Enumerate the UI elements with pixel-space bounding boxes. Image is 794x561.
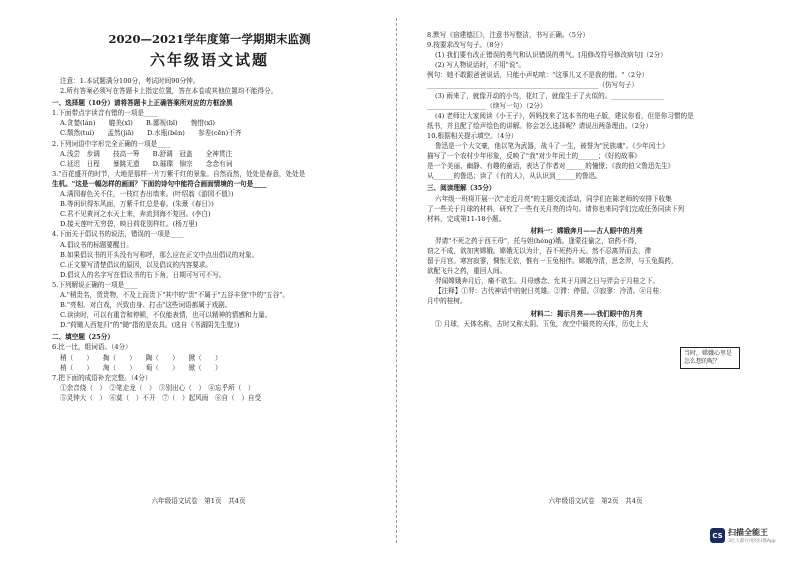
text-line: 2.所有答案必须写在答题卡上指定位置，答在本卷或其他位置均不能得分。 <box>60 87 278 96</box>
text-line: 5.下列解说正确的一项是____ <box>52 280 138 289</box>
text-line: 窃之不成，欲加害嫦娥。嫦娥无以为计，吞不死药升天。然不忍离羿而去，滞 <box>427 246 652 255</box>
text-line: 鲁迅是一个大文豪，他以笔为武器，战斗了一生，被誉为"民族魂"。《少年闰土》 <box>435 142 669 151</box>
text-line: 1.下面带点字读音有错的一项是____ <box>52 109 158 118</box>
scanner-app-tagline: 3亿人都在用的扫描App <box>728 539 776 544</box>
page-1-footer: 六年级语文试卷 第1页 共4页 <box>151 497 246 505</box>
text-line: B.如果倡议书的开头没有写称呼，那么应在正文中点出倡议的对象。 <box>60 250 259 259</box>
text-line: 生机。"这是一幅怎样的画面？下面的诗句中能符合画面情境的一句是____ <box>52 179 267 188</box>
text-line: 三、阅读理解（35分） <box>427 184 496 193</box>
text-line: ____________________________________________________（仿写句子） <box>427 81 638 90</box>
text-line: A.贪婪(lán) 媲美(xī) B.鄙视(bǐ) 惋惜(xī) <box>60 119 215 128</box>
text-line: A.浅尝 步调 技高一筹 B.舒调 冠盖 全神贯注 <box>60 149 233 158</box>
text-line: ①余音绕（ ） ②笔走龙（ ） ③别出心（ ） ④忘乎所（ ） <box>60 383 255 392</box>
text-line: 月中的桂树。 <box>427 297 467 306</box>
text-line: 留于月宫。寒宫寂寥，惆怅无依，惟有一玉兔相伴。嫦娥冷清，思念羿，与玉兔捣药， <box>427 257 678 266</box>
text-line: 一、选择题（10分）请将答题卡上正确答案所对应的方框涂黑 <box>52 99 233 108</box>
text-line: 4.下面关于倡议书的说法，错误的一项是____ <box>52 230 184 239</box>
text-line: ① 月球，天体名称，古时又称太阴、玉兔，夜空中最亮的天体，历史上大 <box>435 319 649 328</box>
text-line: 注意：1.本试题满分100分，考试时间90分钟。 <box>60 77 200 85</box>
text-line: D."荷锄人西复归"的"锄"指的是农具。(选自《书湖阴先生壁》) <box>60 321 240 330</box>
text-line: __________________（续写一句）（2分） <box>427 101 547 110</box>
text-line: (2) 写人物说话时，不用"说"。 <box>435 61 526 70</box>
exam-page-2 <box>397 0 794 561</box>
text-line: B.等闲识得东风面，万紫千红总是春。(朱熹《春日》) <box>60 200 214 209</box>
text-line: C.正文要写清楚倡议的原因，以及倡议的内容要求。 <box>60 260 212 269</box>
text-line: 8.默写《宿建德江》，注意书写整洁，书写正确。（5分） <box>427 31 590 39</box>
text-line: D.接天莲叶无穷碧，映日荷花别样红。(杨万里) <box>60 220 198 229</box>
text-line: 材料二：揭示月亮——我们眼中的月亮 <box>530 309 643 318</box>
text-line: B."亮相、对白戏，兴致由身、打击"这些词语都属于戏剧。 <box>60 301 232 310</box>
text-line: 梢（ ） 淘（ ） 萄（ ） 锨（ ） <box>60 363 222 372</box>
text-line: ⑤灵钟大（ ） ⑥莫（ ）不开 ⑦（ ）起风雨 ⑧自（ ）自受 <box>60 393 262 402</box>
text-line: C.读读时，可以有重音和停顿，不仅能表情，也可以精神的情感和力量。 <box>60 311 272 320</box>
text-line: A."稍贵名，货贵物，不及上而贵下"其中的"贵"不属于"五谷丰登"中的"五谷"。 <box>60 290 289 299</box>
text-line: 6.比一比，组词语。（4分） <box>52 343 132 352</box>
text-line: A.倡议书的标题要醒目。 <box>60 240 133 249</box>
exam-title: 2020—2021学年度第一学期期末监测 <box>108 32 311 46</box>
text-line: C.颓然(tuí) 孟然(jiā) D.水瓶(běn) 参差(cēn)不齐 <box>60 129 242 138</box>
text-line: 欲配飞升之药，重回人间。 <box>427 267 507 276</box>
text-line: 9.按要求改写句子。（8分） <box>427 41 507 50</box>
text-line: 材料一：嫦娥奔月——古人眼中的月亮 <box>530 226 643 235</box>
scanner-watermark <box>710 527 776 544</box>
text-line: 羿请"不死之药于西王母"，托与妲(héng)娥。逢蒙往偷之，窃药不得， <box>435 236 641 245</box>
text-line: 10.根据相关提示填空。（4分） <box>427 131 518 140</box>
camscanner-logo-icon: CS <box>710 528 725 543</box>
text-line: 2.下列词语中字形完全正确的一项是____ <box>52 139 171 148</box>
text-line: 是一个美丽、幽静、有趣的童话，表达了作者对______的憧憬；《我的伯父鲁迅先生》 <box>427 162 675 171</box>
margin-note-box: 当时，嫦娥心里是怎么想的呢？ <box>680 347 740 369</box>
page-2-footer: 六年级语文试卷 第2页 共4页 <box>548 497 643 505</box>
scanner-app-name: 扫描全能王 <box>728 528 768 537</box>
text-line: A.满园春色关不住，一枝红杏出墙来。(叶绍翁《游园不值》) <box>60 190 234 199</box>
text-line: D.倡议人的名字写在倡议书的右下角，日期可写可不写。 <box>60 270 226 279</box>
text-line: (4) 老师让大家阅读《小王子》，妈妈找来了这本书的电子版，建议你看，但是你习惯的是 <box>435 111 694 120</box>
text-line: 羿闻嫦娥奔月后，痛不欲生。月母感念，允其于月圆之日与羿会于月桂之下。 <box>435 277 660 286</box>
text-line: 例句：她不敢跟爸爸说话，只能小声咕哝："这事儿又不是我的错。"（2分） <box>427 71 649 80</box>
text-line: 二、填空题（25分） <box>52 333 114 342</box>
page-2-body <box>427 30 746 329</box>
text-line: C.延迟 日程 暴跳无遗 D.璀璨 锦宗 念念有词 <box>60 159 233 168</box>
text-line: 7.把下面的成语补充完整。（4分） <box>52 373 152 382</box>
text-line: C.君不见黄河之水天上来，奔流到海不复回。(李白) <box>60 210 211 219</box>
page-1-body <box>52 76 367 403</box>
text-line: 描写了一个农村少年形象，反映了"我"对少年闰土的______；《好的故事》 <box>427 152 641 161</box>
text-line: 六年级一班将开展一次"走近月亮"的主题交流活动，同学们在陈老师的安排下收集 <box>435 194 672 203</box>
subject-title: 六年级语文试题 <box>149 51 269 69</box>
text-line: 了一些关于月球的材料，研究了一些有关月亮的诗句。请你也来同学们完成任务同读下列 <box>427 204 685 213</box>
text-line: 稍（ ） 掏（ ） 陶（ ） 掀（ ） <box>60 353 222 362</box>
text-line: (1) 我们要有改正错误的勇气和认识错误的勇气。[用修改符号修改病句]（2分） <box>435 51 667 60</box>
text-line: 从______的鲁迅；读了《有的人》，从认识到______的鲁迅。 <box>427 172 602 181</box>
text-line: 纸书，并且配了绘声绘色的讲解。你会怎么选择呢？请说出两条理由。（2分） <box>427 121 653 130</box>
text-line: 3."百花盛开的时节，大地是那样一片万紫千红的景象。自然而然，处处是春意，处处是 <box>52 169 306 178</box>
text-line: 【注释】①羿：古代神话中的射日英雄。②滞：停留。③寂寥：冷清。④月桂： <box>435 287 666 296</box>
text-line: (3) 雨来了，就像开动的小鸟，花红了，就像生于了火似的。________________ <box>435 91 665 100</box>
text-line: 材料，完成第11-18小题。 <box>427 214 506 223</box>
